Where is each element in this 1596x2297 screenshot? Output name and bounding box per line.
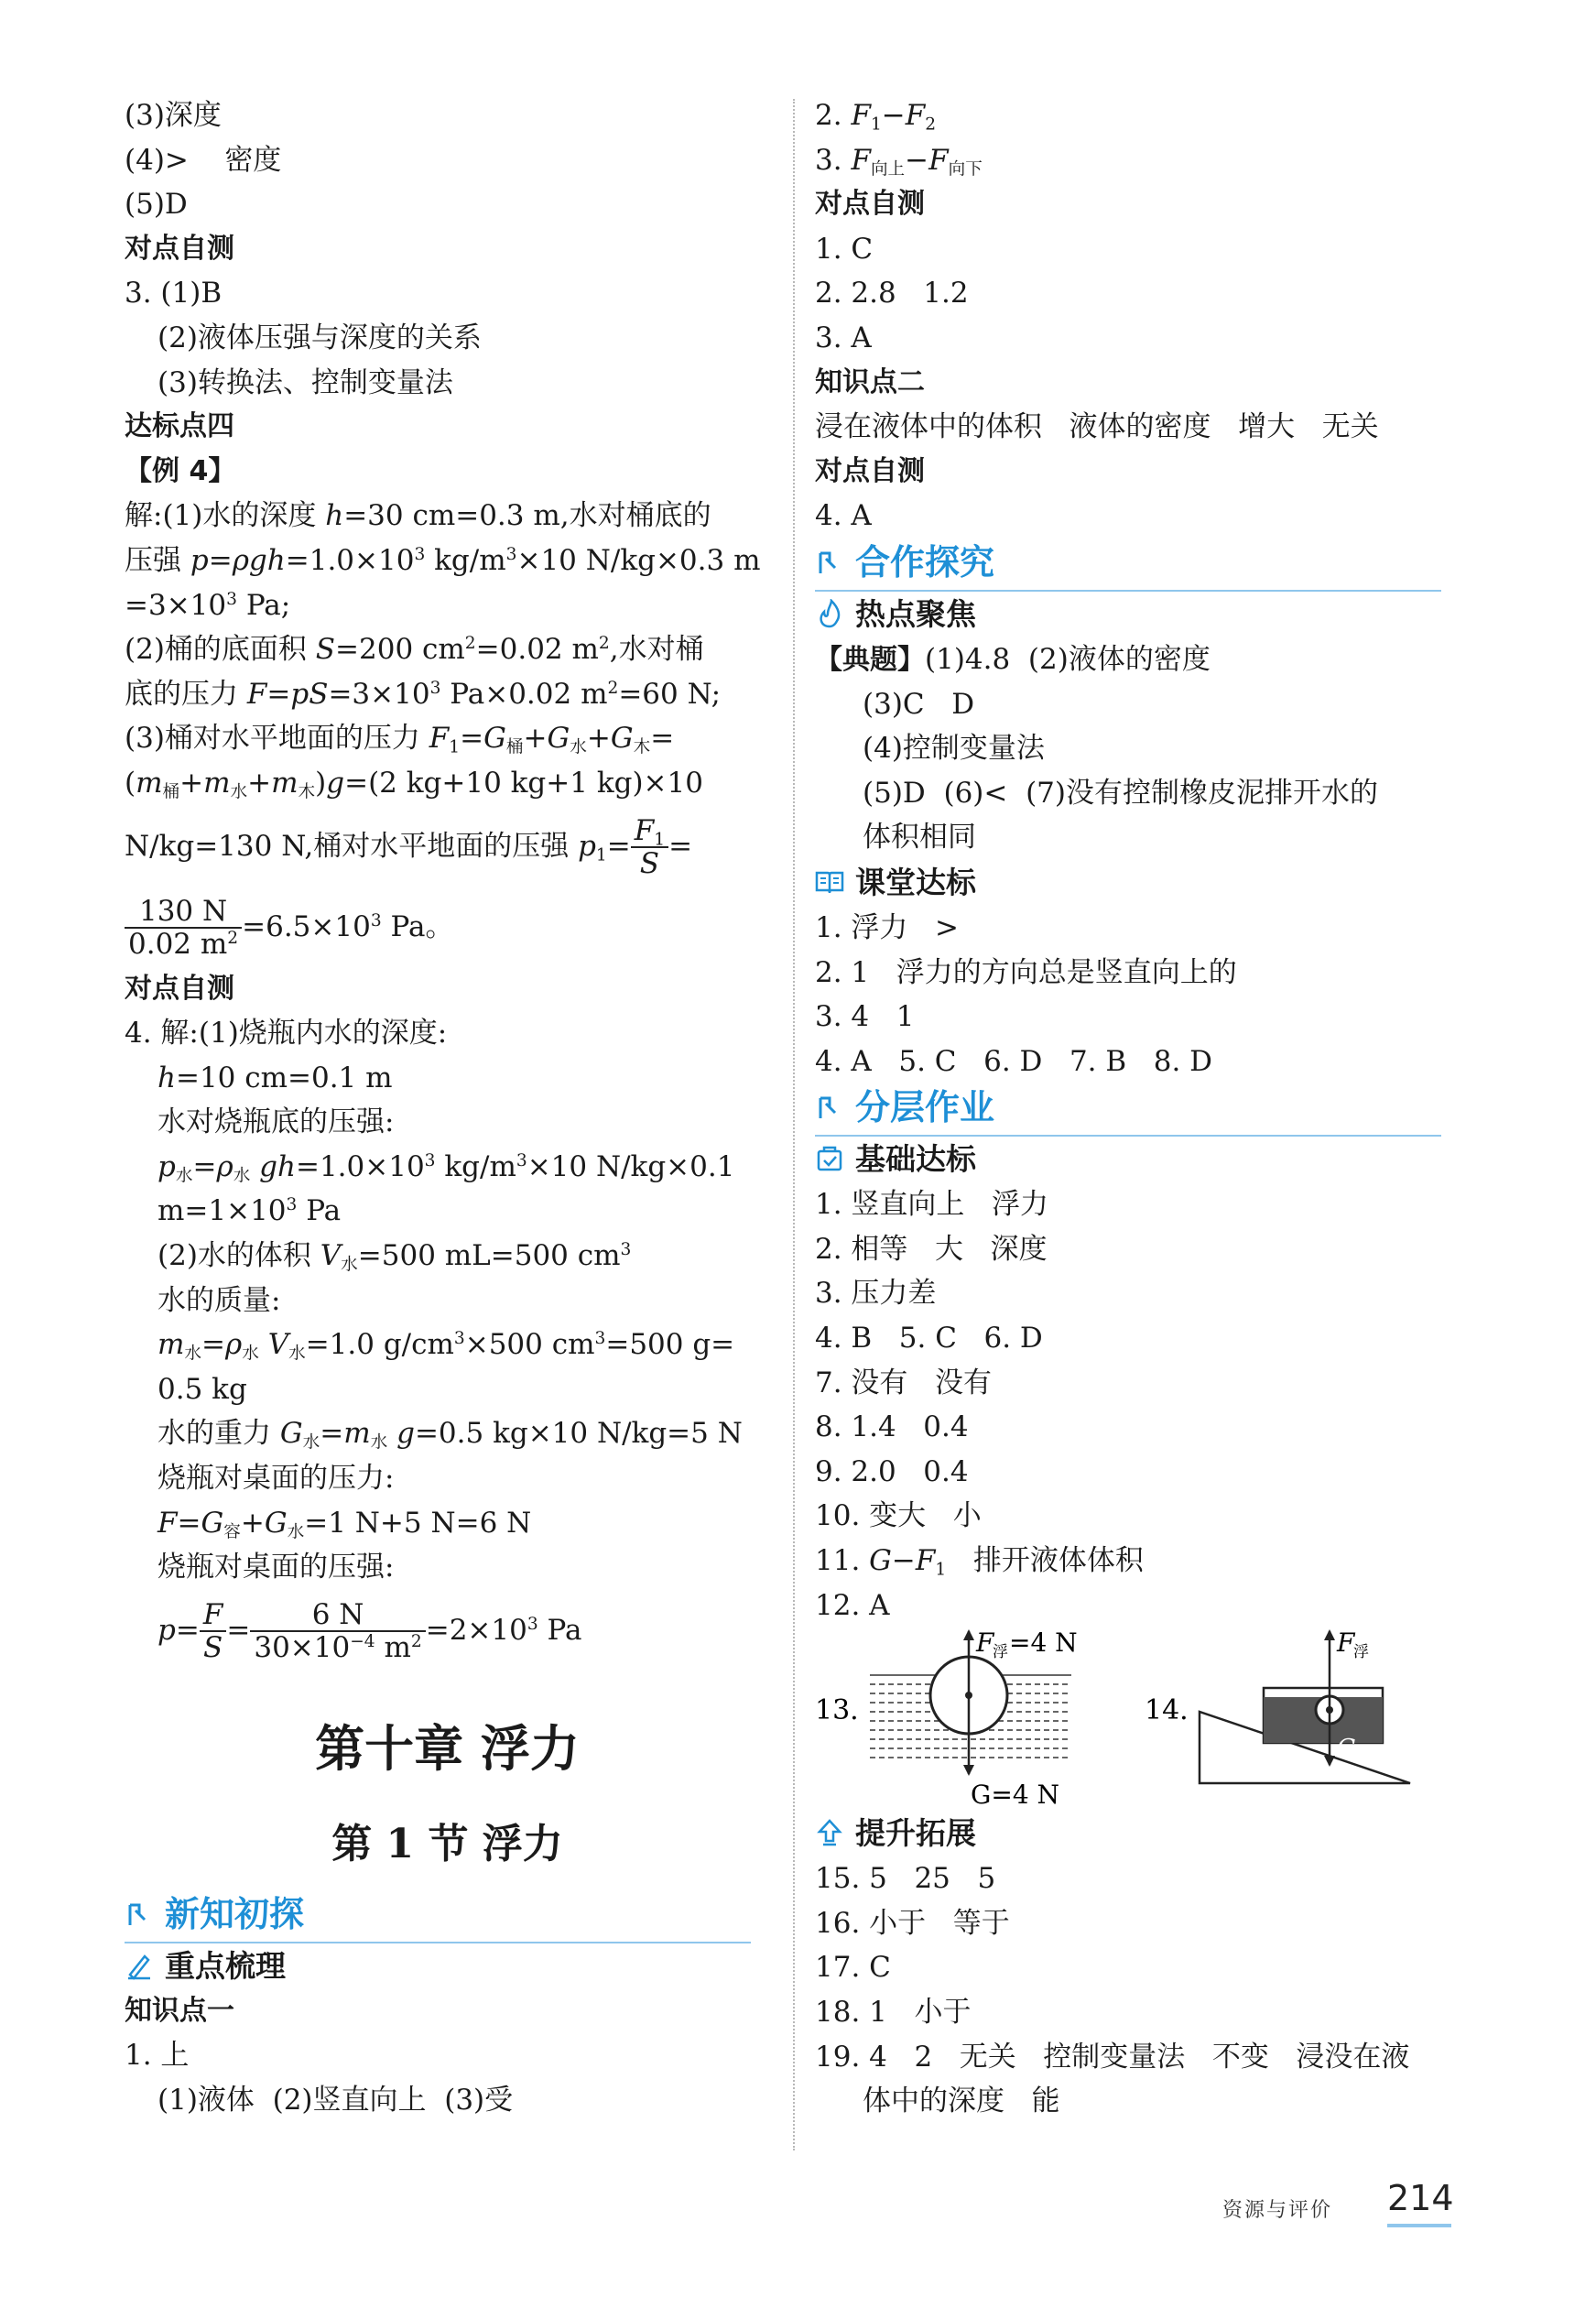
book-icon	[815, 867, 844, 897]
text-line: $p_水=\rho_水$ $gh=1.0\times 10^3$ $kg/m^3\times 10$ N/kg×0.1	[157, 1149, 735, 1186]
fig14-label: 14.	[1145, 1694, 1189, 1727]
text-line: 体中的深度 能	[863, 2085, 1060, 2118]
text-line: 1. 浮力 >	[815, 910, 959, 944]
text-line: (5)D (6)< (7)没有控制橡皮泥排开水的	[863, 776, 1378, 810]
text-line: 4. B 5. C 6. D	[815, 1322, 1043, 1355]
text-line: (2)桶的底面积 S=200 $cm^2=0.02$ $m^2$,水对桶	[125, 633, 704, 667]
text-line: 烧瓶对桌面的压强:	[157, 1551, 395, 1584]
section-fenceng: 分层作业	[815, 1083, 1441, 1137]
text-line: 10. 变大 小	[815, 1499, 982, 1533]
heading-example: 【例 4】	[125, 454, 236, 487]
text-line: (2)液体压强与深度的关系	[157, 321, 482, 354]
heading-duidian: 对点自测	[125, 972, 234, 1005]
bookmark-icon	[817, 1094, 844, 1122]
flame-icon	[815, 599, 844, 628]
text-line: 11. $G-F_1$ 排开液体体积	[815, 1544, 1144, 1580]
clipboard-icon	[815, 1144, 844, 1173]
section-xinzhi: 新知初探	[125, 1890, 751, 1943]
text-line: 3. (1)B	[125, 277, 223, 310]
text-line: p= $\frac{F}{S}$ = $\frac{6 N}{30\times 10^{-4} m^2}$ $=2\times 10^3$ Pa	[157, 1598, 582, 1665]
text-line: 2. 相等 大 深度	[815, 1232, 1048, 1266]
text-line: $(m_桶+m_水+m_木)g=(2$ kg+10 kg+1 kg)×10	[125, 766, 703, 802]
force-diagrams	[815, 1627, 1460, 1811]
text-line: 2. $F_1-F_2$	[815, 99, 937, 135]
text-line: 19. 4 2 无关 控制变量法 不变 浸没在液	[815, 2040, 1410, 2074]
text-line: $=3\times 10^3$ Pa;	[125, 588, 291, 622]
text-line: 2. 2.8 1.2	[815, 277, 969, 310]
text-line: 底的压力 $F=pS=3\times 10^3$ Pa×0.02 $m^2=60$ N;	[125, 677, 722, 711]
text-line: 水的重力 $G_水=m_水$ g=0.5 kg×10 N/kg=5 N	[157, 1417, 743, 1453]
text-line: 8. 1.4 0.4	[815, 1410, 969, 1444]
text-line: $m_水=\rho_水$ $V_水=1.0$ $g/cm^3\times 500$ $cm^3=500$ g=	[157, 1328, 735, 1364]
text-line: (3)深度	[125, 99, 222, 132]
text-line: (3)C D	[863, 687, 975, 721]
text-line: 水的质量:	[157, 1283, 281, 1317]
text-line: $m=1\times 10^3$ Pa	[157, 1194, 342, 1228]
text-line: 【典题】(1)4.8 (2)液体的密度	[815, 642, 1211, 676]
text-line: (3)转换法、控制变量法	[157, 365, 453, 399]
heading-dabiao: 达标点四	[125, 410, 234, 443]
heading-duidian: 对点自测	[815, 188, 925, 221]
text-line: 压强 $p=\rho gh=1.0\times 10^3$ $kg/m^3\times 10$ N/kg×0.3 m	[125, 543, 761, 577]
fig14-f-label: F	[1337, 1627, 1355, 1659]
text-line: 15. 5 25 5	[815, 1862, 996, 1896]
heading-zhishi: 知识点二	[815, 365, 925, 398]
text-line: h=10 cm=0.1 m	[157, 1061, 393, 1094]
text-line: (4)> 密度	[125, 143, 282, 177]
text-line: $F=G_容+G_水=1$ N+5 N=6 N	[157, 1506, 532, 1542]
text-line: (3)桶对水平地面的压力 $F_1=G_桶+G_水+G_木=$	[125, 722, 675, 757]
text-line: 3. 压力差	[815, 1277, 937, 1311]
fig13-f-sub: 浮	[993, 1643, 1008, 1662]
subhead-jichu: 基础达标	[815, 1137, 1460, 1182]
fig13-f-value: =4 N	[1009, 1627, 1078, 1659]
left-column	[125, 93, 770, 2123]
arrow-up-icon	[815, 1818, 844, 1847]
fig13-label: 13.	[815, 1694, 859, 1727]
page-number: 214	[1387, 2178, 1454, 2218]
heading-duidian: 对点自测	[815, 454, 925, 487]
text-line: 12. A	[815, 1588, 890, 1622]
text-line: 3. A	[815, 321, 872, 354]
text-line: N/kg=130 N,桶对水平地面的压强 $p_1=$ $\frac{F_1}{S}$ =	[125, 813, 693, 880]
text-line: 1. 竖直向上 浮力	[815, 1188, 1048, 1222]
column-divider	[793, 99, 795, 2150]
heading-zhishi: 知识点一	[125, 1994, 234, 2027]
fig13-f-label: F	[976, 1627, 994, 1659]
text-line: 解:(1)水的深度 h=30 cm=0.3 m,水对桶底的	[125, 499, 711, 533]
subhead-zhongdian: 重点梳理	[125, 1943, 770, 1989]
text-line: 4. 解:(1)烧瓶内水的深度:	[125, 1017, 448, 1051]
text-line: 4. A	[815, 499, 872, 533]
text-line: 16. 小于 等于	[815, 1906, 1010, 1940]
pen-icon	[125, 1951, 154, 1980]
text-line: 17. C	[815, 1951, 891, 1985]
bookmark-icon	[126, 1901, 154, 1929]
footer-label: 资源与评价	[1222, 2199, 1333, 2222]
text-line: (1)液体 (2)竖直向上 (3)受	[157, 2084, 514, 2117]
text-line: (4)控制变量法	[863, 732, 1045, 766]
text-line: 4. A 5. C 6. D 7. B 8. D	[815, 1044, 1212, 1078]
text-line: $\frac{130 N}{0.02 m^2}$ $=6.5\times 10^3$ Pa。	[125, 887, 770, 967]
text-line: 18. 1 小于	[815, 1996, 972, 2029]
text-line: 烧瓶对桌面的压力:	[157, 1462, 395, 1496]
page-footer	[1222, 2178, 1454, 2233]
page-number-underline	[1387, 2224, 1451, 2227]
text-line: 1. 上	[125, 2039, 190, 2073]
section-title: 第 1 节 浮力	[331, 1820, 563, 1867]
text-line: 体积相同	[863, 821, 976, 855]
figures-13-14	[815, 1627, 1460, 1811]
text-line: 1. C	[815, 232, 874, 266]
text-line: 2. 1 浮力的方向总是竖直向上的	[815, 955, 1237, 989]
fig14-f-sub: 浮	[1353, 1643, 1369, 1662]
text-line: 0.5 kg	[157, 1372, 247, 1406]
text-line: (2)水的体积 $V_水=500$ mL=500 $cm^3$	[157, 1239, 632, 1275]
text-line: 3. 4 1	[815, 1000, 915, 1034]
bookmark-icon	[817, 550, 844, 577]
subhead-redian: 热点聚焦	[815, 592, 1460, 637]
right-column	[815, 93, 1460, 2124]
text-line: (5)D	[125, 188, 188, 222]
text-line: 9. 2.0 0.4	[815, 1454, 969, 1488]
subhead-ketang: 课堂达标	[815, 860, 1460, 906]
heading-duidian: 对点自测	[125, 232, 234, 265]
fig13-g-label: G=4 N	[971, 1780, 1060, 1811]
chapter-title: 第十章 浮力	[315, 1718, 580, 1778]
subhead-tisheng: 提升拓展	[815, 1811, 1460, 1856]
text-line: 7. 没有 没有	[815, 1366, 992, 1399]
text-line: 3. $F_{向上}-F_{向下}$	[815, 143, 983, 180]
fig14-g-label: G	[1337, 1735, 1356, 1763]
section-hezuo: 合作探究	[815, 539, 1441, 592]
text-line: 浸在液体中的体积 液体的密度 增大 无关	[815, 410, 1379, 444]
text-line: 水对烧瓶底的压强:	[157, 1105, 395, 1139]
